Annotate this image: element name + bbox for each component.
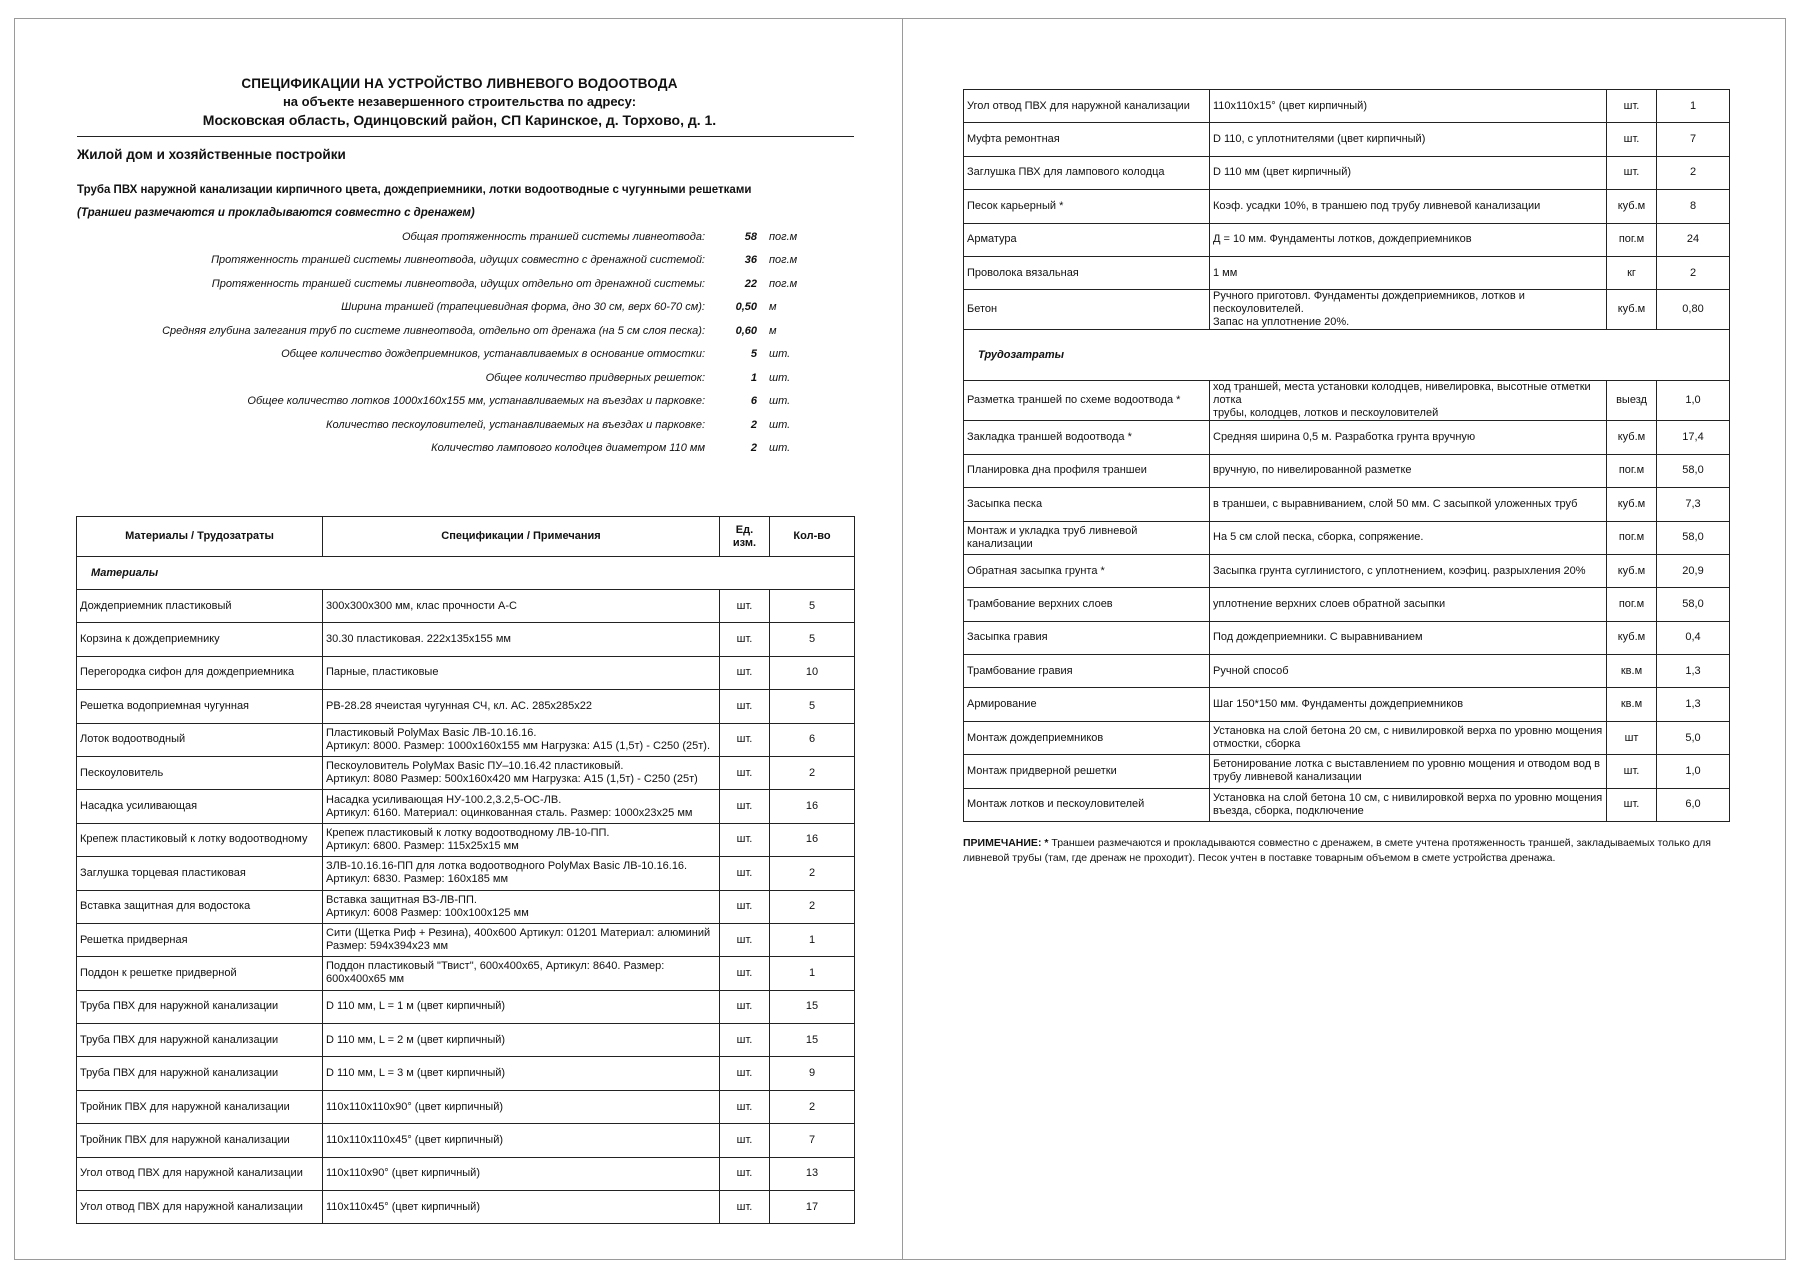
cell-name: Монтаж и укладка труб ливневой канализации bbox=[964, 521, 1210, 554]
table-row bbox=[77, 756, 855, 789]
cell-spec: D 110 мм, L = 2 м (цвет кирпичный) bbox=[323, 1024, 720, 1057]
cell-unit: куб.м bbox=[1607, 421, 1657, 454]
param-row bbox=[77, 225, 837, 249]
cell-spec: Д = 10 мм. Фундаменты лотков, дождеприемников bbox=[1210, 223, 1607, 256]
table-row bbox=[77, 656, 855, 689]
cell-unit: шт. bbox=[720, 923, 770, 956]
table-row bbox=[77, 1157, 855, 1190]
table-row bbox=[77, 623, 855, 656]
param-unit: м bbox=[769, 324, 777, 337]
cell-spec: D 110 мм (цвет кирпичный) bbox=[1210, 156, 1607, 189]
cell-name: Лоток водоотводный bbox=[77, 723, 323, 756]
cell-qty: 1 bbox=[770, 957, 855, 990]
param-unit: шт. bbox=[769, 348, 791, 361]
cell-spec: уплотнение верхних слоев обратной засыпки bbox=[1210, 588, 1607, 621]
param-label: Количество пескоуловителей, устанавливаемых на въездах и парковке: bbox=[326, 418, 705, 431]
table-row bbox=[964, 256, 1730, 289]
cell-spec: D 110 мм, L = 1 м (цвет кирпичный) bbox=[323, 990, 720, 1023]
cell-name: Закладка траншей водоотвода * bbox=[964, 421, 1210, 454]
param-label: Протяженность траншей системы ливнеотвода, идущих совместно с дренажной системой: bbox=[211, 254, 705, 267]
cell-spec: Поддон пластиковый "Твист", 600х400х65, Артикул: 8640. Размер: 600х400х65 мм bbox=[323, 957, 720, 990]
group-row-labor bbox=[964, 330, 1730, 381]
cell-spec: Бетонирование лотка с выставлением по уровню мощения и отводом вод в трубу ливневой канализации bbox=[1210, 755, 1607, 788]
cell-unit: шт. bbox=[720, 723, 770, 756]
cell-unit: шт. bbox=[1607, 123, 1657, 156]
cell-qty: 1,0 bbox=[1657, 755, 1730, 788]
cell-spec: 110х110х110х45° (цвет кирпичный) bbox=[323, 1124, 720, 1157]
cell-name: Угол отвод ПВХ для наружной канализации bbox=[77, 1157, 323, 1190]
cell-name: Монтаж лотков и пескоуловителей bbox=[964, 788, 1210, 821]
cell-unit: выезд bbox=[1607, 381, 1657, 421]
cell-qty: 2 bbox=[770, 857, 855, 890]
cell-unit: шт. bbox=[1607, 156, 1657, 189]
cell-name: Угол отвод ПВХ для наружной канализации bbox=[77, 1191, 323, 1224]
cell-spec: Ручного приготовл. Фундаменты дождеприемников, лотков и пескоуловителей. Запас на уплотнение 20%. bbox=[1210, 290, 1607, 330]
table-row bbox=[964, 655, 1730, 688]
cell-qty: 7 bbox=[770, 1124, 855, 1157]
document-subtitle: на объекте незавершенного строительства по адресу: bbox=[282, 94, 637, 109]
cell-name: Решетка придверная bbox=[77, 923, 323, 956]
cell-spec: Насадка усиливающая НУ-100.2,3.2,5-ОС-ЛВ. Артикул: 6160. Материал: оцинкованная сталь. Размер: 1000х23х25 мм bbox=[323, 790, 720, 823]
cell-unit: шт. bbox=[720, 1090, 770, 1123]
cell-spec: Средняя ширина 0,5 м. Разработка грунта вручную bbox=[1210, 421, 1607, 454]
cell-name: Пескоуловитель bbox=[77, 756, 323, 789]
table-row bbox=[77, 1057, 855, 1090]
cell-qty: 6,0 bbox=[1657, 788, 1730, 821]
cell-qty: 7,3 bbox=[1657, 488, 1730, 521]
cell-spec: Парные, пластиковые bbox=[323, 656, 720, 689]
param-value: 58 bbox=[744, 230, 757, 243]
cell-name: Разметка траншей по схеме водоотвода * bbox=[964, 381, 1210, 421]
param-row bbox=[77, 390, 837, 414]
group-label-materials: Материалы bbox=[77, 557, 855, 590]
header-unit: Ед. изм. bbox=[720, 517, 770, 557]
cell-name: Решетка водоприемная чугунная bbox=[77, 690, 323, 723]
cell-qty: 17,4 bbox=[1657, 421, 1730, 454]
param-label: Протяженность траншей системы ливнеотвода, идущих отдельно от дренажной системы: bbox=[211, 277, 705, 290]
cell-qty: 58,0 bbox=[1657, 588, 1730, 621]
cell-name: Корзина к дождеприемнику bbox=[77, 623, 323, 656]
table-row bbox=[964, 488, 1730, 521]
cell-spec: Сити (Щетка Риф + Резина), 400х600 Артикул: 01201 Материал: алюминий Размер: 594х394х23 мм bbox=[323, 923, 720, 956]
cell-qty: 2 bbox=[770, 890, 855, 923]
cell-spec: Установка на слой бетона 20 см, с нивилировкой верха по уровню мощения отмостки, сборка bbox=[1210, 721, 1607, 754]
table-row bbox=[77, 823, 855, 856]
cell-unit: куб.м bbox=[1607, 488, 1657, 521]
table-row bbox=[964, 381, 1730, 421]
cell-unit: шт. bbox=[720, 623, 770, 656]
table-row bbox=[964, 554, 1730, 587]
table-row bbox=[77, 1191, 855, 1224]
cell-unit: шт. bbox=[720, 790, 770, 823]
header-material: Материалы / Трудозатраты bbox=[77, 517, 323, 557]
cell-qty: 2 bbox=[770, 1090, 855, 1123]
cell-name: Труба ПВХ для наружной канализации bbox=[77, 1024, 323, 1057]
cell-spec: Коэф. усадки 10%, в траншею под трубу ливневой канализации bbox=[1210, 190, 1607, 223]
cell-spec: 110х110х110х90° (цвет кирпичный) bbox=[323, 1090, 720, 1123]
param-row bbox=[77, 249, 837, 273]
footnote bbox=[963, 836, 1723, 866]
param-unit: шт. bbox=[769, 418, 791, 431]
cell-name: Монтаж придверной решетки bbox=[964, 755, 1210, 788]
page-right bbox=[902, 18, 1786, 1260]
table-row bbox=[77, 723, 855, 756]
cell-spec: D 110 мм, L = 3 м (цвет кирпичный) bbox=[323, 1057, 720, 1090]
cell-spec: вручную, по нивелированной разметке bbox=[1210, 454, 1607, 487]
group-row-materials bbox=[77, 557, 855, 590]
spec-table-right bbox=[963, 89, 1730, 822]
table-row bbox=[77, 790, 855, 823]
param-label: Количество лампового колодцев диаметром 110 мм bbox=[431, 442, 705, 455]
footnote-text: Траншеи размечаются и прокладываются совместно с дренажем, в смете учтена протяженность траншей, закладываемых только для ливневой трубы (там, где дренаж не проходит). Песок учтен в поставке товарным объемом в смете устройства дренажа. bbox=[963, 837, 1711, 864]
param-row bbox=[77, 437, 837, 461]
param-value: 0,60 bbox=[735, 324, 757, 337]
cell-spec: ЗЛВ-10.16.16-ПП для лотка водоотводного PolyMax Basic ЛВ-10.16.16. Артикул: 6830. Размер: 160х185 мм bbox=[323, 857, 720, 890]
param-unit: пог.м bbox=[769, 230, 798, 243]
cell-spec: РВ-28.28 ячеистая чугунная СЧ, кл. АС. 285х285х22 bbox=[323, 690, 720, 723]
header-qty: Кол-во bbox=[770, 517, 855, 557]
cell-qty: 2 bbox=[770, 756, 855, 789]
cell-name: Крепеж пластиковый к лотку водоотводному bbox=[77, 823, 323, 856]
param-row bbox=[77, 366, 837, 390]
cell-name: Песок карьерный * bbox=[964, 190, 1210, 223]
cell-name: Засыпка песка bbox=[964, 488, 1210, 521]
param-row bbox=[77, 272, 837, 296]
cell-qty: 1,3 bbox=[1657, 688, 1730, 721]
cell-unit: пог.м bbox=[1607, 454, 1657, 487]
cell-spec: D 110, с уплотнителями (цвет кирпичный) bbox=[1210, 123, 1607, 156]
param-unit: пог.м bbox=[769, 277, 798, 290]
cell-unit: шт. bbox=[720, 590, 770, 623]
param-value: 36 bbox=[744, 254, 757, 267]
cell-name: Труба ПВХ для наружной канализации bbox=[77, 1057, 323, 1090]
cell-qty: 2 bbox=[1657, 156, 1730, 189]
cell-spec: Установка на слой бетона 10 см, с нивилировкой верха по уровню мощения въезда, сборка, подключение bbox=[1210, 788, 1607, 821]
header-divider bbox=[77, 136, 854, 137]
param-value: 2 bbox=[750, 418, 757, 431]
cell-qty: 5 bbox=[770, 590, 855, 623]
cell-spec: 110х110х90° (цвет кирпичный) bbox=[323, 1157, 720, 1190]
cell-qty: 58,0 bbox=[1657, 521, 1730, 554]
table-row bbox=[964, 290, 1730, 330]
cell-qty: 5,0 bbox=[1657, 721, 1730, 754]
cell-unit: шт. bbox=[720, 690, 770, 723]
param-value: 6 bbox=[750, 395, 757, 408]
cell-spec: Засыпка грунта суглинистого, с уплотнением, коэфиц. разрыхления 20% bbox=[1210, 554, 1607, 587]
cell-name: Перегородка сифон для дождеприемника bbox=[77, 656, 323, 689]
cell-qty: 16 bbox=[770, 823, 855, 856]
cell-unit: куб.м bbox=[1607, 554, 1657, 587]
cell-qty: 6 bbox=[770, 723, 855, 756]
cell-unit: шт bbox=[1607, 721, 1657, 754]
cell-qty: 16 bbox=[770, 790, 855, 823]
cell-unit: куб.м bbox=[1607, 190, 1657, 223]
param-unit: шт. bbox=[769, 442, 791, 455]
table-row bbox=[77, 690, 855, 723]
param-label: Средняя глубина залегания труб по системе ливнеотвода, отдельно от дренажа (на 5 см слоя песка): bbox=[162, 324, 705, 337]
param-value: 2 bbox=[750, 442, 757, 455]
cell-name: Арматура bbox=[964, 223, 1210, 256]
cell-spec: в траншеи, с выравниванием, слой 50 мм. С засыпкой уложенных труб bbox=[1210, 488, 1607, 521]
section-title: Жилой дом и хозяйственные постройки bbox=[77, 147, 346, 162]
table-row bbox=[964, 588, 1730, 621]
table-row bbox=[964, 123, 1730, 156]
param-row bbox=[77, 413, 837, 437]
cell-name: Муфта ремонтная bbox=[964, 123, 1210, 156]
cell-qty: 9 bbox=[770, 1057, 855, 1090]
table-row bbox=[77, 990, 855, 1023]
cell-unit: пог.м bbox=[1607, 223, 1657, 256]
table-row bbox=[964, 721, 1730, 754]
table-row bbox=[77, 957, 855, 990]
table-row bbox=[964, 688, 1730, 721]
cell-unit: шт. bbox=[1607, 90, 1657, 123]
table-header-row bbox=[77, 517, 855, 557]
param-unit: пог.м bbox=[769, 254, 798, 267]
param-value: 1 bbox=[750, 371, 757, 384]
param-label: Общая протяженность траншей системы ливнеотвода: bbox=[402, 230, 705, 243]
page-left bbox=[14, 18, 903, 1260]
cell-unit: шт. bbox=[720, 756, 770, 789]
cell-qty: 1 bbox=[1657, 90, 1730, 123]
cell-name: Засыпка гравия bbox=[964, 621, 1210, 654]
cell-unit: шт. bbox=[720, 1191, 770, 1224]
cell-name: Обратная засыпка грунта * bbox=[964, 554, 1210, 587]
cell-name: Вставка защитная для водостока bbox=[77, 890, 323, 923]
cell-qty: 0,4 bbox=[1657, 621, 1730, 654]
cell-qty: 15 bbox=[770, 990, 855, 1023]
cell-spec: 110х110х15° (цвет кирпичный) bbox=[1210, 90, 1607, 123]
cell-name: Заглушка ПВХ для лампового колодца bbox=[964, 156, 1210, 189]
cell-spec: Под дождеприемники. С выравниванием bbox=[1210, 621, 1607, 654]
param-label: Общее количество придверных решеток: bbox=[485, 371, 705, 384]
table-row bbox=[964, 454, 1730, 487]
cell-unit: шт. bbox=[720, 1157, 770, 1190]
cell-name: Труба ПВХ для наружной канализации bbox=[77, 990, 323, 1023]
cell-spec: 1 мм bbox=[1210, 256, 1607, 289]
cell-name: Планировка дна профиля траншеи bbox=[964, 454, 1210, 487]
table-row bbox=[964, 521, 1730, 554]
table-row bbox=[964, 788, 1730, 821]
param-value: 22 bbox=[744, 277, 757, 290]
table-row bbox=[964, 621, 1730, 654]
table-row bbox=[964, 156, 1730, 189]
table-row bbox=[964, 90, 1730, 123]
cell-unit: кв.м bbox=[1607, 655, 1657, 688]
table-row bbox=[77, 1024, 855, 1057]
table-row bbox=[77, 1090, 855, 1123]
table-row bbox=[77, 1124, 855, 1157]
param-label: Ширина траншей (трапециевидная форма, дно 30 см, верх 60-70 см): bbox=[341, 301, 705, 314]
cell-unit: куб.м bbox=[1607, 290, 1657, 330]
param-unit: м bbox=[769, 301, 777, 314]
table-row bbox=[77, 857, 855, 890]
group-label-labor: Трудозатраты bbox=[964, 330, 1730, 381]
cell-qty: 2 bbox=[1657, 256, 1730, 289]
cell-unit: пог.м bbox=[1607, 521, 1657, 554]
param-unit: шт. bbox=[769, 371, 791, 384]
table-row bbox=[964, 421, 1730, 454]
pipe-description: Труба ПВХ наружной канализации кирпичного цвета, дождеприемники, лотки водоотводные с чугунными решетками bbox=[77, 184, 752, 196]
param-row bbox=[77, 296, 837, 320]
cell-unit: шт. bbox=[720, 957, 770, 990]
cell-qty: 5 bbox=[770, 690, 855, 723]
cell-qty: 13 bbox=[770, 1157, 855, 1190]
cell-qty: 8 bbox=[1657, 190, 1730, 223]
cell-name: Дождеприемник пластиковый bbox=[77, 590, 323, 623]
table-row bbox=[77, 890, 855, 923]
cell-name: Проволока вязальная bbox=[964, 256, 1210, 289]
cell-unit: шт. bbox=[720, 890, 770, 923]
table-row bbox=[964, 223, 1730, 256]
cell-name: Насадка усиливающая bbox=[77, 790, 323, 823]
cell-spec: Ручной способ bbox=[1210, 655, 1607, 688]
cell-name: Поддон к решетке придверной bbox=[77, 957, 323, 990]
cell-qty: 58,0 bbox=[1657, 454, 1730, 487]
cell-spec: Шаг 150*150 мм. Фундаменты дождеприемников bbox=[1210, 688, 1607, 721]
cell-spec: На 5 см слой песка, сборка, сопряжение. bbox=[1210, 521, 1607, 554]
cell-name: Заглушка торцевая пластиковая bbox=[77, 857, 323, 890]
document-address: Московская область, Одинцовский район, СП Каринское, д. Торхово, д. 1. bbox=[202, 112, 717, 128]
cell-qty: 5 bbox=[770, 623, 855, 656]
cell-qty: 1 bbox=[770, 923, 855, 956]
cell-name: Угол отвод ПВХ для наружной канализации bbox=[964, 90, 1210, 123]
cell-unit: шт. bbox=[1607, 755, 1657, 788]
table-row bbox=[964, 755, 1730, 788]
table-row bbox=[77, 590, 855, 623]
cell-spec: Пескоуловитель PolyMax Basic ПУ–10.16.42 пластиковый. Артикул: 8080 Размер: 500х160х420 мм Нагрузка: А15 (1,5т) - С250 (25т) bbox=[323, 756, 720, 789]
cell-unit: шт. bbox=[720, 656, 770, 689]
cell-spec: 30.30 пластиковая. 222х135х155 мм bbox=[323, 623, 720, 656]
cell-name: Тройник ПВХ для наружной канализации bbox=[77, 1090, 323, 1123]
cell-qty: 15 bbox=[770, 1024, 855, 1057]
table-row bbox=[77, 923, 855, 956]
cell-spec: Пластиковый PolyMax Basic ЛВ-10.16.16. Артикул: 8000. Размер: 1000х160х155 мм Нагрузка: А15 (1,5т) - С250 (25т). bbox=[323, 723, 720, 756]
cell-spec: Вставка защитная ВЗ-ЛВ-ПП. Артикул: 6008 Размер: 100х100х125 мм bbox=[323, 890, 720, 923]
cell-unit: шт. bbox=[1607, 788, 1657, 821]
param-row bbox=[77, 343, 837, 367]
cell-name: Армирование bbox=[964, 688, 1210, 721]
footnote-label: ПРИМЕЧАНИЕ: * bbox=[963, 837, 1049, 849]
cell-name: Трамбование верхних слоев bbox=[964, 588, 1210, 621]
param-label: Общее количество лотков 1000х160х155 мм, устанавливаемых на въездах и парковке: bbox=[247, 395, 705, 408]
cell-qty: 0,80 bbox=[1657, 290, 1730, 330]
document-title: СПЕЦИФИКАЦИИ НА УСТРОЙСТВО ЛИВНЕВОГО ВОДООТВОДА bbox=[241, 76, 678, 91]
cell-unit: шт. bbox=[720, 857, 770, 890]
param-row bbox=[77, 319, 837, 343]
header-spec: Спецификации / Примечания bbox=[323, 517, 720, 557]
table-row bbox=[964, 190, 1730, 223]
cell-qty: 24 bbox=[1657, 223, 1730, 256]
cell-name: Монтаж дождеприемников bbox=[964, 721, 1210, 754]
cell-qty: 7 bbox=[1657, 123, 1730, 156]
cell-unit: шт. bbox=[720, 1124, 770, 1157]
cell-unit: куб.м bbox=[1607, 621, 1657, 654]
cell-spec: Крепеж пластиковый к лотку водоотводному ЛВ-10-ПП. Артикул: 6800. Размер: 115х25х15 мм bbox=[323, 823, 720, 856]
cell-qty: 1,0 bbox=[1657, 381, 1730, 421]
cell-spec: ход траншей, места установки колодцев, нивелировка, высотные отметки лотка трубы, колодцев, лотков и пескоуловителей bbox=[1210, 381, 1607, 421]
trench-note: (Траншеи размечаются и прокладываются совместно с дренажем) bbox=[77, 207, 475, 219]
param-value: 5 bbox=[750, 348, 757, 361]
cell-unit: шт. bbox=[720, 990, 770, 1023]
cell-name: Трамбование гравия bbox=[964, 655, 1210, 688]
spec-table-left bbox=[76, 516, 855, 1224]
param-label: Общее количество дождеприемников, устанавливаемых в основание отмостки: bbox=[281, 348, 705, 361]
cell-name: Бетон bbox=[964, 290, 1210, 330]
cell-spec: 300х300х300 мм, клас прочности А-С bbox=[323, 590, 720, 623]
cell-qty: 1,3 bbox=[1657, 655, 1730, 688]
cell-unit: шт. bbox=[720, 1024, 770, 1057]
cell-unit: пог.м bbox=[1607, 588, 1657, 621]
cell-unit: шт. bbox=[720, 1057, 770, 1090]
cell-qty: 20,9 bbox=[1657, 554, 1730, 587]
cell-unit: кг bbox=[1607, 256, 1657, 289]
cell-name: Тройник ПВХ для наружной канализации bbox=[77, 1124, 323, 1157]
cell-unit: шт. bbox=[720, 823, 770, 856]
cell-qty: 10 bbox=[770, 656, 855, 689]
cell-spec: 110х110х45° (цвет кирпичный) bbox=[323, 1191, 720, 1224]
parameters-list bbox=[77, 225, 837, 460]
param-value: 0,50 bbox=[735, 301, 757, 314]
document-header bbox=[15, 75, 904, 129]
cell-qty: 17 bbox=[770, 1191, 855, 1224]
cell-unit: кв.м bbox=[1607, 688, 1657, 721]
param-unit: шт. bbox=[769, 395, 791, 408]
